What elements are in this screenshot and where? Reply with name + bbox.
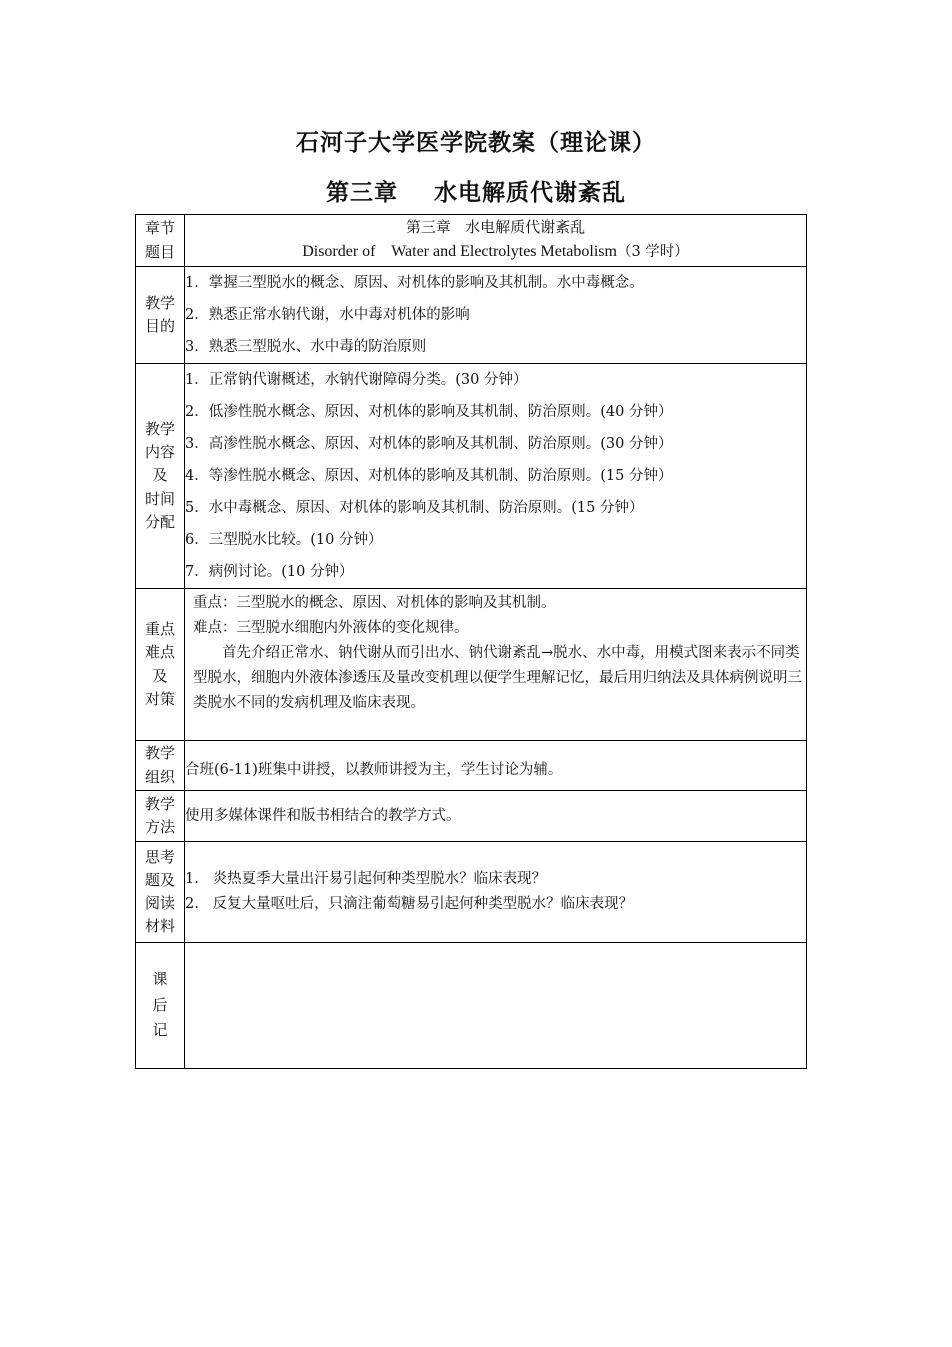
row-method — [136, 791, 807, 842]
difficulty-point: 难点：三型脱水细胞内外液体的变化规律。 — [193, 620, 469, 636]
topic-en: Disorder of Water and Electrolytes Metabolism — [302, 242, 617, 260]
goals-cell — [185, 267, 807, 364]
label-keypoints: 重点 难点 及 对策 — [136, 589, 185, 741]
topic-cell — [185, 215, 807, 267]
lesson-plan-table — [135, 214, 807, 1069]
content-item: 6．三型脱水比较。(10 分钟） — [185, 532, 383, 548]
content-item: 4．等渗性脱水概念、原因、对机体的影响及其机制、防治原则。(15 分钟） — [185, 468, 673, 484]
question-item: 1. 炎热夏季大量出汗易引起何种类型脱水？临床表现？ — [185, 871, 547, 887]
row-afterclass — [136, 943, 807, 1069]
topic-hours: （3 学时） — [616, 243, 689, 260]
key-point: 重点：三型脱水的概念、原因、对机体的影响及其机制。 — [193, 595, 556, 611]
content-item: 2．低渗性脱水概念、原因、对机体的影响及其机制、防治原则。(40 分钟） — [185, 404, 673, 420]
questions-cell — [185, 842, 807, 943]
afterclass-cell[interactable] — [185, 943, 807, 1069]
page-title: 石河子大学医学院教案（理论课） — [296, 130, 656, 156]
row-topic — [136, 215, 807, 267]
label-topic: 章节 题目 — [136, 215, 185, 267]
topic-cn: 第三章 水电解质代谢紊乱 — [405, 218, 586, 237]
goal-item: 1．掌握三型脱水的概念、原因、对机体的影响及其机制。水中毒概念。 — [185, 275, 644, 291]
row-goals — [136, 267, 807, 364]
label-questions: 思考 题及 阅读 材料 — [136, 842, 185, 943]
label-afterclass: 课 后 记 — [136, 943, 185, 1069]
question-item: 2. 反复大量呕吐后，只滴注葡萄糖易引起何种类型脱水？临床表现？ — [185, 896, 634, 912]
method-cell — [185, 791, 807, 842]
label-organization: 教学 组织 — [136, 741, 185, 791]
keypoints-cell — [185, 589, 807, 741]
goal-item: 2．熟悉正常水钠代谢，水中毒对机体的影响 — [185, 307, 470, 323]
content-item: 3．高渗性脱水概念、原因、对机体的影响及其机制、防治原则。(30 分钟） — [185, 436, 673, 452]
organization-text: 合班(6-11)班集中讲授，以教师讲授为主，学生讨论为辅。 — [185, 762, 563, 778]
strategy-text: 首先介绍正常水、钠代谢从而引出水、钠代谢紊乱→脱水、水中毒，用模式图来表示不同类型脱水，细胞内外液体渗透压及量改变机理以便学生理解记忆，最后用归纳法及具体病例说明三类脱水不同的发病机理及临床表现。 — [193, 645, 802, 711]
organization-cell — [185, 741, 807, 791]
label-goals: 教学 目的 — [136, 267, 185, 364]
row-organization — [136, 741, 807, 791]
chapter-title: 第三章 水电解质代谢紊乱 — [325, 180, 627, 206]
method-text: 使用多媒体课件和版书相结合的教学方式。 — [185, 808, 461, 824]
content-cell — [185, 364, 807, 589]
label-method: 教学 方法 — [136, 791, 185, 842]
content-item: 1．正常钠代谢概述，水钠代谢障碍分类。(30 分钟） — [185, 372, 528, 388]
label-content: 教学 内容 及 时间 分配 — [136, 364, 185, 589]
content-item: 5．水中毒概念、原因、对机体的影响及其机制、防治原则。(15 分钟） — [185, 500, 644, 516]
row-content — [136, 364, 807, 589]
content-item: 7．病例讨论。(10 分钟） — [185, 564, 354, 580]
goal-item: 3．熟悉三型脱水、水中毒的防治原则 — [185, 339, 427, 355]
row-questions — [136, 842, 807, 943]
row-keypoints — [136, 589, 807, 741]
